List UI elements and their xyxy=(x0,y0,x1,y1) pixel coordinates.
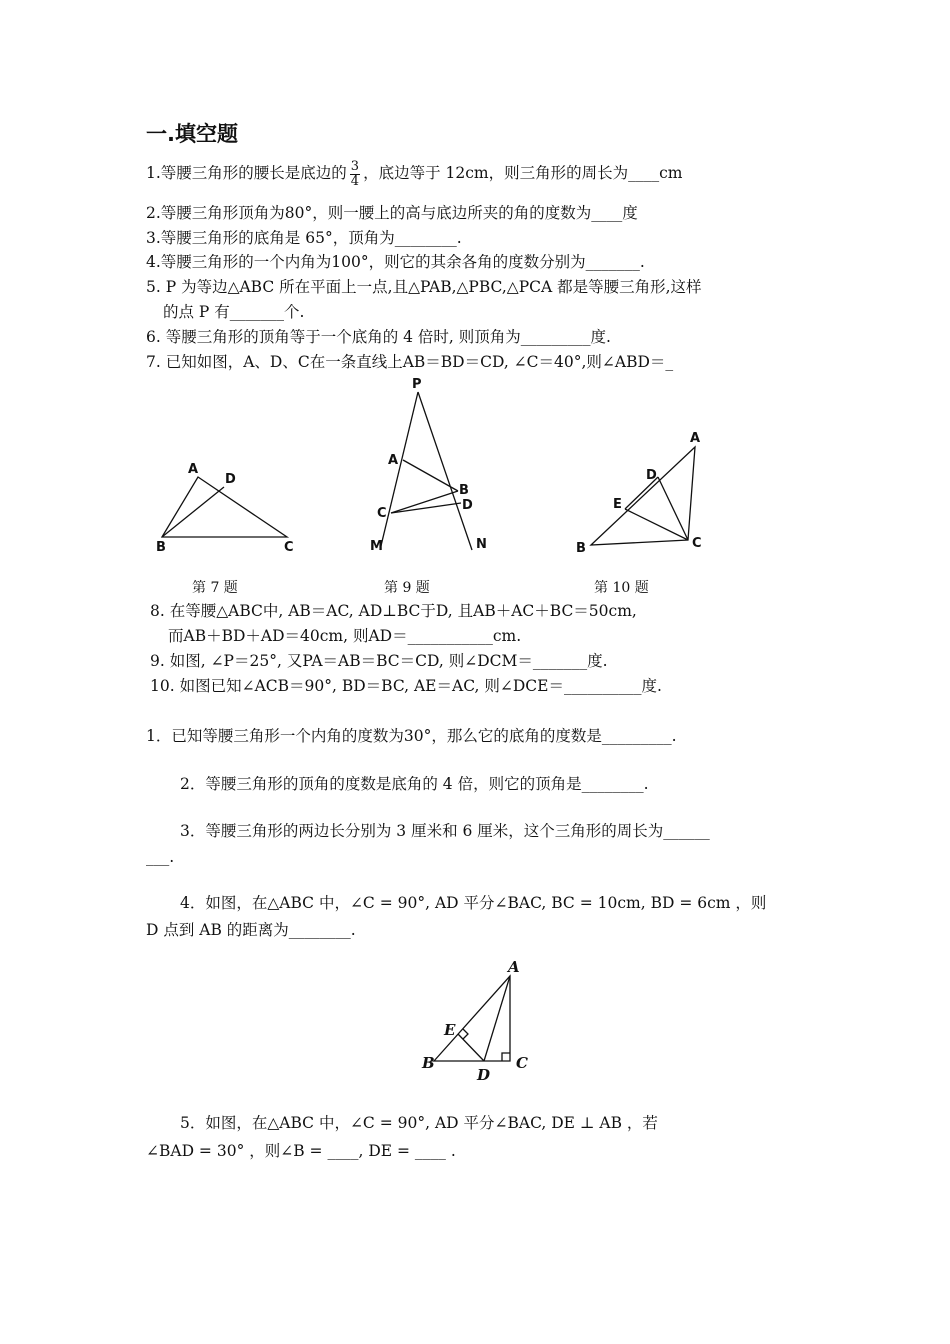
figure-10 xyxy=(570,428,720,558)
problem-c-4: 4．如图，在△ABC 中，∠C = 90°, AD 平分∠BAC, BC = 10cm, BD = 6cm ，则 xyxy=(180,894,767,912)
figure-problem-4 xyxy=(418,958,538,1083)
problem-c-5-cont: ∠BAD = 30° ，则∠B = ____, DE = ____ . xyxy=(146,1142,456,1160)
fig9-ray-pn xyxy=(418,392,472,550)
problem-b-8: 8. 在等腰△ABC中, AB＝AC, AD⊥BC于D, 且AB＋AC＋BC＝50cm, xyxy=(150,602,637,620)
fig7-label-c: C xyxy=(284,540,294,555)
fraction-denominator: 4 xyxy=(350,173,360,189)
fig4-label-d: D xyxy=(477,1066,491,1084)
problem-a-1-post: ，底边等于 12cm，则三角形的周长为____cm xyxy=(363,164,683,182)
fig4-segment-ad xyxy=(484,976,510,1061)
problem-a-4: 4.等腰三角形的一个内角为100°，则它的其余各角的度数分别为_______. xyxy=(146,253,645,271)
fig4-label-e: E xyxy=(444,1021,456,1039)
fig9-label-m: M xyxy=(370,539,383,554)
fig9-label-c: C xyxy=(377,506,387,521)
fig10-label-d: D xyxy=(646,468,657,483)
fig4-right-angle-e xyxy=(463,1029,468,1039)
fig4-segment-de xyxy=(458,1034,484,1061)
fig4-label-a: A xyxy=(508,958,520,976)
fig10-label-c: C xyxy=(692,536,702,551)
fig10-triangle-abc xyxy=(591,447,695,545)
caption-figure-9: 第 9 题 xyxy=(384,580,430,596)
fig10-label-b: B xyxy=(576,541,586,556)
fig10-label-e: E xyxy=(613,497,622,512)
problem-c-1: 1．已知等腰三角形一个内角的度数为30°，那么它的底角的度数是_________. xyxy=(146,727,677,745)
problem-a-5-cont: 的点 P 有_______个. xyxy=(163,303,305,321)
problem-b-8-cont: 而AB＋BD＋AD＝40cm, 则AD＝___________cm. xyxy=(168,627,522,645)
problem-c-5: 5．如图，在△ABC 中，∠C = 90°, AD 平分∠BAC, DE ⊥ AB ，若 xyxy=(180,1114,658,1132)
fig7-segment-bd xyxy=(162,487,224,537)
fraction xyxy=(350,160,360,189)
fig7-label-a: A xyxy=(188,462,199,477)
fig9-segment-cd xyxy=(391,503,461,513)
fig9-ray-pm xyxy=(380,392,418,550)
fig9-label-p: P xyxy=(412,377,422,392)
fig4-label-c: C xyxy=(516,1054,528,1072)
problem-c-2: 2．等腰三角形的顶角的度数是底角的 4 倍，则它的顶角是________. xyxy=(180,775,649,793)
fig7-label-d: D xyxy=(225,472,236,487)
section-title: 一.填空题 xyxy=(146,122,238,146)
problem-c-4-cont: D 点到 AB 的距离为________. xyxy=(146,921,356,939)
problem-a-3: 3.等腰三角形的底角是 65°，顶角为________. xyxy=(146,229,462,247)
problem-a-1-pre: 1.等腰三角形的腰长是底边的 xyxy=(146,164,347,182)
fig9-label-a: A xyxy=(388,453,399,468)
problem-a-5: 5. P 为等边△ABC 所在平面上一点,且△PAB,△PBC,△PCA 都是等腰三角形,这样 xyxy=(146,278,702,296)
fig9-segment-ab xyxy=(403,460,458,491)
problem-a-6: 6. 等腰三角形的顶角等于一个底角的 4 倍时, 则顶角为_________度. xyxy=(146,328,611,346)
problem-a-7: 7. 已知如图，A、D、C在一条直线上AB＝BD＝CD, ∠C＝40°,则∠ABD＝_ xyxy=(146,353,674,371)
fig4-label-b: B xyxy=(422,1054,435,1072)
problem-b-9: 9. 如图, ∠P＝25°, 又PA＝AB＝BC＝CD, 则∠DCM＝_______度. xyxy=(150,652,608,670)
fig10-segment-cd xyxy=(658,477,688,540)
problem-c-3-cont: ___. xyxy=(146,848,175,866)
fig4-right-angle-c xyxy=(502,1053,510,1061)
caption-figure-10: 第 10 题 xyxy=(594,580,649,596)
figure-9 xyxy=(360,372,500,557)
fig10-segment-ce xyxy=(625,509,688,540)
fraction-numerator: 3 xyxy=(350,158,360,174)
problem-b-10: 10. 如图已知∠ACB＝90°, BD＝BC, AE＝AC, 则∠DCE＝__________度. xyxy=(150,677,662,695)
fig7-label-b: B xyxy=(156,540,166,555)
fig10-label-a: A xyxy=(690,431,701,446)
fig9-label-b: B xyxy=(459,483,469,498)
fig9-label-d: D xyxy=(462,498,473,513)
problem-a-1 xyxy=(146,158,683,189)
fig9-label-n: N xyxy=(476,537,487,552)
figure-7 xyxy=(150,455,310,555)
problem-a-2: 2.等腰三角形顶角为80°，则一腰上的高与底边所夹的角的度数为____度 xyxy=(146,204,638,222)
caption-figure-7: 第 7 题 xyxy=(192,580,238,596)
problem-c-3: 3．等腰三角形的两边长分别为 3 厘米和 6 厘米，这个三角形的周长为______ xyxy=(180,822,710,840)
fig9-segment-bc xyxy=(391,491,458,513)
